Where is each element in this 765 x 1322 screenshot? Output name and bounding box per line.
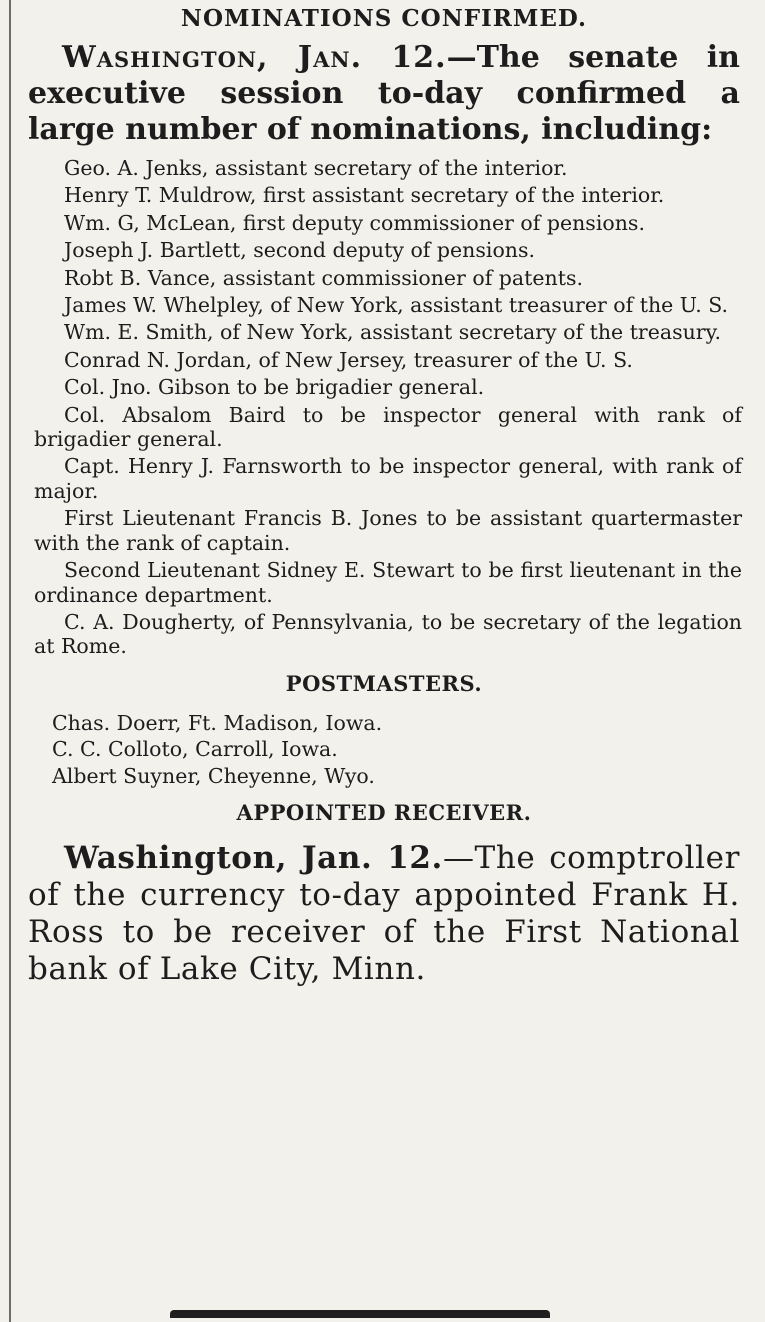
postmasters-list (52, 711, 746, 788)
list-item: Robt B. Vance, assistant commissioner of patents. (64, 265, 583, 290)
list-item: Conrad N. Jordan, of New Jersey, treasurer of the U. S. (64, 347, 633, 372)
dateline: Washington, Jan. 12. (62, 40, 447, 75)
list-item: Capt. Henry J. Farnsworth to be inspector general, with rank of major. (34, 454, 742, 503)
list-item: C. A. Dougherty, of Pennsylvania, to be secretary of the legation at Rome. (34, 609, 742, 659)
list-item: Second Lieutenant Sidney E. Stewart to be first lieutenant in the ordinance department. (34, 558, 742, 607)
list-item: Albert Suyner, Cheyenne, Wyo. (52, 763, 375, 788)
headline-appointed-receiver: APPOINTED RECEIVER. (236, 799, 532, 825)
list-item: Wm. G, McLean, first deputy commissioner of pensions. (64, 210, 645, 235)
list-item: Chas. Doerr, Ft. Madison, Iowa. (52, 710, 383, 735)
body-text: —The comptroller of the currency to-day appointed Frank H. Ross to be receiver of the First National bank of Lake City, Minn. (28, 839, 741, 987)
nominations-list (28, 156, 746, 659)
subhead-postmasters: POSTMASTERS. (285, 670, 483, 696)
bottom-divider (170, 1310, 550, 1318)
list-item: C. C. Colloto, Carroll, Iowa. (52, 737, 338, 762)
list-item: Wm. E. Smith, of New York, assistant secretary of the treasury. (64, 320, 721, 345)
lead-text: —The senate in executive session to-day confirmed a large number of nominations, including: (28, 40, 740, 147)
list-item: Joseph J. Bartlett, second deputy of pensions. (64, 238, 536, 263)
list-item: Henry T. Muldrow, first assistant secretary of the interior. (64, 183, 665, 208)
news-column (22, 0, 746, 988)
dateline: Washington, Jan. 12. (64, 839, 443, 876)
list-item: First Lieutenant Francis B. Jones to be assistant quartermaster with the rank of captain. (34, 506, 742, 555)
article-lead (28, 40, 740, 148)
list-item: Col. Jno. Gibson to be brigadier general. (64, 375, 485, 400)
list-item: Col. Absalom Baird to be inspector general with rank of brigadier general. (34, 402, 742, 452)
article-body (28, 840, 740, 988)
headline-nominations: NOMINATIONS CONFIRMED. (180, 5, 588, 32)
column-rule (9, 0, 11, 1322)
list-item: Geo. A. Jenks, assistant secretary of the interior. (64, 156, 568, 180)
list-item: James W. Whelpley, of New York, assistant treasurer of the U. S. (64, 293, 729, 318)
